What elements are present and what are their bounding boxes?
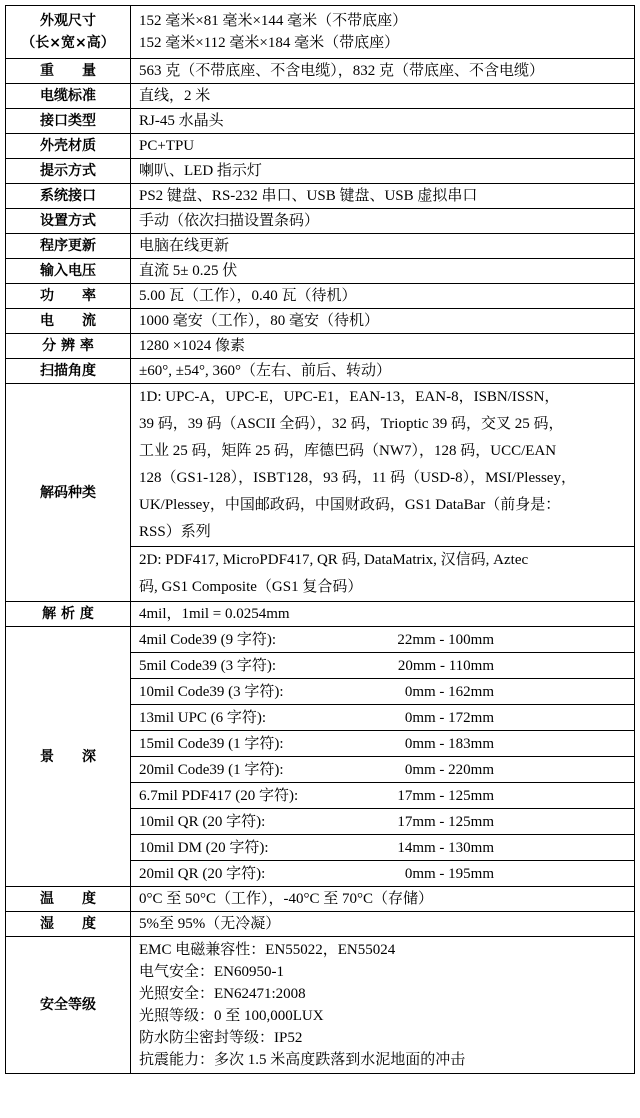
spec-value-indicator: 喇叭、LED 指示灯 [131,159,635,184]
depth-barcode: 13mil UPC (6 字符): [139,709,267,726]
spec-label-weight: 重 量 [6,59,131,84]
spec-value-housing: PC+TPU [131,134,635,159]
spec-label-system-interface: 系统接口 [6,184,131,209]
spec-value-symbologies-2d [131,547,635,602]
depth-range: 0mm - 195mm [404,865,494,882]
symbology-1d-line: 39 码，39 码（ASCII 全码），32 码，Trioptic 39 码，交叉 25 码， [139,416,564,432]
spec-row-weight [6,59,635,84]
symbology-1d-line: UK/Plessey，中国邮政码，中国财政码，GS1 DataBar（前身是： [139,497,561,513]
spec-value-setup-method: 手动（依次扫描设置条码） [131,209,635,234]
spec-row-precision [6,602,635,627]
spec-label-dimensions-line1: 外观尺寸 [40,13,96,29]
safety-line: 抗震能力：多次 1.5 米高度跌落到水泥地面的冲击 [139,1052,466,1068]
spec-row-humidity [6,912,635,937]
spec-row-housing [6,134,635,159]
spec-value-safety [131,937,635,1074]
spec-label-interface-type: 接口类型 [6,109,131,134]
symbology-2d-line: 2D: PDF417, MicroPDF417, QR 码, DataMatrix, 汉信码, Aztec [139,552,529,568]
depth-value [131,705,635,731]
depth-range: 22mm - 100mm [397,631,494,648]
spec-value-temperature: 0°C 至 50°C（工作），-40°C 至 70°C（存储） [131,887,635,912]
spec-label-setup-method: 设置方式 [6,209,131,234]
spec-label-dimensions-line2: （长×宽×高） [21,35,115,51]
spec-value-system-interface: PS2 键盘、RS-232 串口、USB 键盘、USB 虚拟串口 [131,184,635,209]
spec-value-precision: 4mil，1mil = 0.0254mm [131,602,635,627]
spec-value-dimensions-line: 152 毫米×112 毫米×184 毫米（带底座） [139,35,400,51]
depth-range: 20mm - 110mm [397,657,494,674]
spec-label-current: 电 流 [6,309,131,334]
symbology-2d-line: 码, GS1 Composite（GS1 复合码） [139,579,363,595]
spec-label-housing: 外壳材质 [6,134,131,159]
spec-row-power [6,284,635,309]
spec-label-safety: 安全等级 [6,937,131,1074]
depth-value [131,627,635,653]
depth-row [6,627,635,653]
spec-value-dimensions [131,6,635,59]
spec-label-firmware: 程序更新 [6,234,131,259]
depth-range: 0mm - 220mm [404,761,494,778]
spec-value-interface-type: RJ-45 水晶头 [131,109,635,134]
depth-barcode: 10mil DM (20 字符): [139,839,269,856]
spec-row-setup-method [6,209,635,234]
spec-label-cable: 电缆标准 [6,84,131,109]
depth-barcode: 4mil Code39 (9 字符): [139,631,277,648]
depth-barcode: 10mil QR (20 字符): [139,813,266,830]
spec-label-depth-of-field: 景 深 [6,627,131,887]
depth-value [131,653,635,679]
spec-label-humidity: 湿 度 [6,912,131,937]
spec-table [5,5,635,1074]
depth-barcode: 20mil QR (20 字符): [139,865,266,882]
spec-row-scan-angle [6,359,635,384]
depth-value [131,861,635,887]
safety-line: EMC 电磁兼容性：EN55022，EN55024 [139,942,396,958]
spec-row-safety [6,937,635,1074]
depth-value [131,731,635,757]
spec-row-firmware [6,234,635,259]
symbology-1d-line: RSS）系列 [139,524,211,540]
depth-value [131,757,635,783]
depth-range: 17mm - 125mm [397,813,494,830]
depth-value [131,809,635,835]
depth-range: 0mm - 162mm [404,683,494,700]
symbology-1d-line: 工业 25 码，矩阵 25 码，库德巴码（NW7），128 码，UCC/EAN [139,443,557,459]
depth-barcode: 5mil Code39 (3 字符): [139,657,277,674]
spec-value-power: 5.00 瓦（工作），0.40 瓦（待机） [131,284,635,309]
spec-label-power: 功 率 [6,284,131,309]
depth-barcode: 20mil Code39 (1 字符): [139,761,284,778]
spec-row-temperature [6,887,635,912]
depth-barcode: 10mil Code39 (3 字符): [139,683,284,700]
depth-range: 14mm - 130mm [397,839,494,856]
spec-label-scan-angle: 扫描角度 [6,359,131,384]
spec-value-firmware: 电脑在线更新 [131,234,635,259]
safety-line: 光照安全：EN62471:2008 [139,986,306,1002]
spec-label-precision: 解 析 度 [6,602,131,627]
spec-value-dimensions-line: 152 毫米×81 毫米×144 毫米（不带底座） [139,13,408,29]
safety-line: 光照等级：0 至 100,000LUX [139,1008,324,1024]
spec-value-symbologies-1d [131,384,635,547]
spec-label-dimensions [6,6,131,59]
symbology-1d-line: 128（GS1-128），ISBT128，93 码，11 码（USD-8），MSI/Plessey， [139,470,576,486]
spec-label-symbologies: 解码种类 [6,384,131,602]
depth-value [131,783,635,809]
depth-barcode: 6.7mil PDF417 (20 字符): [139,787,299,804]
spec-row-cable [6,84,635,109]
symbology-1d-line: 1D: UPC-A，UPC-E，UPC-E1，EAN-13，EAN-8，ISBN/ISSN， [139,389,560,405]
spec-value-cable: 直线，2 米 [131,84,635,109]
spec-value-humidity: 5%至 95%（无冷凝） [131,912,635,937]
spec-row-system-interface [6,184,635,209]
spec-row-interface-type [6,109,635,134]
spec-value-resolution: 1280 ×1024 像素 [131,334,635,359]
spec-value-scan-angle: ±60°, ±54°, 360°（左右、前后、转动） [131,359,635,384]
spec-label-voltage: 输入电压 [6,259,131,284]
depth-barcode: 15mil Code39 (1 字符): [139,735,284,752]
depth-range: 0mm - 172mm [404,709,494,726]
spec-row-indicator [6,159,635,184]
depth-value [131,835,635,861]
spec-value-weight: 563 克（不带底座、不含电缆），832 克（带底座、不含电缆） [131,59,635,84]
spec-row-voltage [6,259,635,284]
spec-row-symbologies-1d [6,384,635,547]
spec-label-indicator: 提示方式 [6,159,131,184]
spec-row-resolution [6,334,635,359]
depth-value [131,679,635,705]
safety-line: 电气安全：EN60950-1 [139,964,284,980]
spec-label-temperature: 温 度 [6,887,131,912]
spec-value-current: 1000 毫安（工作），80 毫安（待机） [131,309,635,334]
spec-value-voltage: 直流 5± 0.25 伏 [131,259,635,284]
depth-range: 17mm - 125mm [397,787,494,804]
spec-row-dimensions [6,6,635,59]
spec-label-resolution: 分 辨 率 [6,334,131,359]
safety-line: 防水防尘密封等级：IP52 [139,1030,303,1046]
spec-row-current [6,309,635,334]
depth-range: 0mm - 183mm [404,735,494,752]
